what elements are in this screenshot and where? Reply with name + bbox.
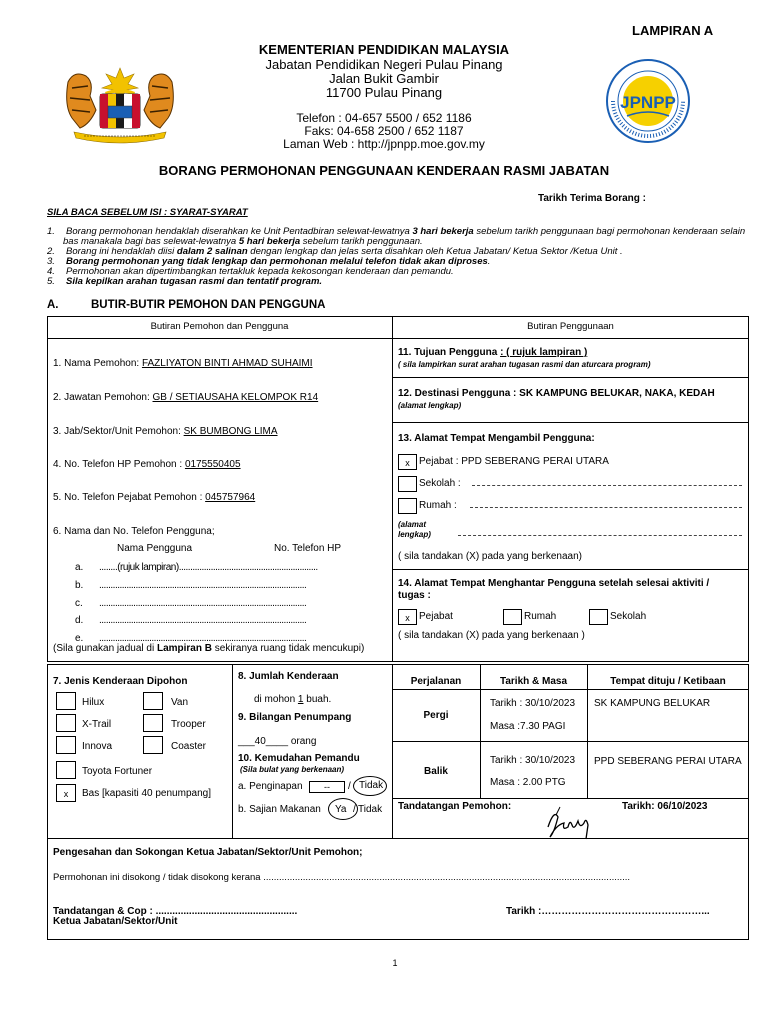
street-address: Jalan Bukit Gambir	[329, 71, 439, 86]
trip-go-place: SK KAMPUNG BELUKAR	[594, 698, 711, 709]
annex-label: LAMPIRAN A	[632, 23, 714, 38]
svg-text:JPNPP: JPNPP	[620, 93, 676, 112]
section-a-title: BUTIR-BUTIR PEMOHON DAN PENGGUNA	[91, 299, 326, 311]
pickup-label: 13. Alamat Tempat Mengambil Pengguna:	[398, 433, 595, 444]
vehicle-coaster-label: Coaster	[171, 741, 207, 752]
vehicle-hilux-checkbox[interactable]	[56, 692, 76, 710]
pickup-office-label: Pejabat : PPD SEBERANG PERAI UTARA	[419, 456, 609, 467]
dropoff-office-checkbox[interactable]: x	[398, 609, 417, 625]
dropoff-school-label: Sekolah	[610, 611, 647, 622]
users-note: (Sila gunakan jadual di Lampiran B sekiranya ruang tidak mencukupi)	[53, 643, 365, 654]
vehicle-bus-checkbox[interactable]: x	[56, 784, 76, 802]
users-col-phone: No. Telefon HP	[274, 543, 342, 554]
condition-item: 5. Sila kepilkan arahan tugasan rasmi dan tentatif program.	[47, 276, 323, 287]
dropoff-office-label: Pejabat	[419, 611, 453, 622]
vehicle-label: 7. Jenis Kenderaan Dipohon	[53, 676, 188, 687]
applicant-hp: 0175550405	[184, 459, 241, 470]
applicant-unit: SK BUMBONG LIMA	[183, 426, 278, 437]
ministry-name: KEMENTERIAN PENDIDIKAN MALAYSIA	[258, 42, 510, 57]
trip-back-place: PPD SEBERANG PERAI UTARA	[594, 756, 742, 767]
address-note-2: lengkap)	[398, 530, 431, 539]
applicant-signature-date: Tarikh: 06/10/2023	[622, 801, 708, 812]
meals-ya-option[interactable]: Ya	[335, 804, 347, 815]
user-row: d. ...........................................................................................	[75, 615, 307, 627]
lodging-tidak-option[interactable]: Tidak	[359, 780, 384, 791]
vehicle-bus-label: Bas [kapasiti 40 penumpang]	[82, 788, 211, 799]
destination-note: (alamat lengkap)	[398, 401, 462, 410]
applicant-hp-row: 4. No. Telefon HP Pemohon : 0175550405	[53, 459, 241, 470]
trip-back-time: Masa : 2.00 PTG	[490, 777, 566, 788]
facility-label: 10. Kemudahan Pemandu	[238, 753, 360, 764]
dropoff-label: 14. Alamat Tempat Menghantar Pengguna setelah selesai aktiviti /	[398, 578, 710, 589]
user-row: c. ...........................................................................................	[75, 597, 307, 609]
pickup-school-label: Sekolah :	[419, 478, 461, 489]
vehicle-van-label: Van	[171, 697, 189, 708]
left-column-header: Butiran Pemohon dan Pengguna	[150, 321, 289, 332]
applicant-office-phone: 045757964	[205, 492, 256, 503]
trip-go-time: Masa :7.30 PAGI	[490, 721, 566, 732]
vehicle-count-row: di mohon 1 buah.	[254, 694, 332, 705]
condition-item: 2. Borang ini hendaklah diisi dalam 2 salinan dengan lengkap dan jelas serta disahkan oleh Ketua Jabatan/ Ketua Sektor /Ketua Unit .	[47, 246, 623, 257]
passenger-label: 9. Bilangan Penumpang	[238, 712, 352, 723]
trip-back-label: Balik	[424, 766, 448, 777]
vehicle-innova-checkbox[interactable]	[56, 736, 76, 754]
purpose-row: 11. Tujuan Pengguna : ( rujuk lampiran )	[398, 347, 588, 358]
user-row: e. ...........................................................................................	[75, 633, 307, 645]
page-number: 1	[392, 958, 398, 968]
pickup-home-label: Rumah :	[419, 500, 457, 511]
form-title: BORANG PERMOHONAN PENGGUNAAN KENDERAAN RASMI JABATAN	[158, 163, 610, 178]
vehicle-hilux-label: Hilux	[82, 697, 105, 708]
dropoff-home-checkbox[interactable]	[503, 609, 522, 625]
endorse-head-label: Ketua Jabatan/Sektor/Unit	[53, 916, 178, 927]
endorse-title: Pengesahan dan Sokongan Ketua Jabatan/Sektor/Unit Pemohon;	[53, 847, 363, 858]
dropoff-home-label: Rumah	[524, 611, 557, 622]
applicant-post-row: 2. Jawatan Pemohon: GB / SETIAUSAHA KELOMPOK R14	[53, 392, 319, 403]
users-list	[75, 559, 318, 648]
condition-item: 3. Borang permohonan yang tidak lengkap dan permohonan melalui telefon tidak akan diproses.	[47, 256, 491, 267]
pickup-home-checkbox[interactable]	[398, 498, 417, 514]
endorse-sign-line: Tandatangan & Cop : ...................................................	[53, 906, 298, 917]
condition-item: 4. Permohonan akan dipertimbangkan tertakluk kepada kekosongan kenderaan dan pemandu.	[47, 266, 454, 277]
user-row: a. ........(rujuk lampiran).............................................................	[75, 562, 318, 573]
vehicle-fortuner-checkbox[interactable]	[56, 761, 76, 779]
jpnpp-logo	[605, 58, 691, 144]
condition-item: bas manakala bagi bas selewat-lewatnya 5 hari bekerja sebelum tarikh penggunaan.	[63, 236, 423, 247]
section-a-letter: A.	[47, 299, 59, 311]
applicant-name: FAZLIYATON BINTI AHMAD SUHAIMI	[141, 358, 313, 369]
website-line: Laman Web : http://jpnpp.moe.gov.my	[283, 137, 485, 151]
endorse-date-line: Tarikh :…………………………………………...	[506, 906, 710, 917]
lodging-separator: /	[348, 781, 351, 792]
purpose-note: ( sila lampirkan surat arahan tugasan rasmi dan aturcara program)	[398, 360, 651, 369]
vehicle-fortuner-label: Toyota Fortuner	[82, 766, 153, 777]
applicant-name-row: 1. Nama Pemohon: FAZLIYATON BINTI AHMAD SUHAIMI	[53, 358, 313, 369]
dropoff-label-2: tugas :	[398, 590, 431, 601]
trip-go-label: Pergi	[423, 710, 449, 721]
vehicle-van-checkbox[interactable]	[143, 692, 163, 710]
department-name: Jabatan Pendidikan Negeri Pulau Pinang	[265, 57, 503, 72]
destination-row: 12. Destinasi Pengguna : SK KAMPUNG BELUKAR, NAKA, KEDAH	[398, 388, 715, 399]
meals-label: b. Sajian Makanan	[238, 804, 321, 815]
meals-tidak-option[interactable]: Tidak	[358, 804, 383, 815]
applicant-signature	[542, 803, 598, 841]
facility-note: (Sila bulat yang berkenaan)	[240, 765, 345, 774]
vehicle-xtrail-checkbox[interactable]	[56, 714, 76, 732]
pickup-tick-note: ( sila tandakan (X) pada yang berkenaan)	[398, 551, 583, 562]
dropoff-school-checkbox[interactable]	[589, 609, 608, 625]
read-first-heading: SILA BACA SEBELUM ISI : SYARAT-SYARAT	[47, 207, 248, 218]
postcode-address: 11700 Pulau Pinang	[325, 85, 443, 100]
conditions-list	[47, 227, 747, 287]
applicant-signature-label: Tandatangan Pemohon:	[398, 801, 512, 812]
lodging-ya-option[interactable]: --	[309, 781, 345, 793]
vehicle-trooper-label: Trooper	[171, 719, 206, 730]
trip-back-date: Tarikh : 30/10/2023	[490, 755, 576, 766]
applicant-unit-row: 3. Jab/Sektor/Unit Pemohon: SK BUMBONG LIMA	[53, 426, 278, 437]
vehicle-count-label: 8. Jumlah Kenderaan	[238, 671, 339, 682]
vehicle-coaster-checkbox[interactable]	[143, 736, 163, 754]
user-row: b. ...........................................................................................	[75, 579, 307, 591]
passenger-count: ___40____ orang	[238, 736, 317, 747]
trip-go-date: Tarikh : 30/10/2023	[490, 698, 576, 709]
pickup-office-checkbox[interactable]: x	[398, 454, 417, 470]
vehicle-trooper-checkbox[interactable]	[143, 714, 163, 732]
trip-col-place: Tempat dituju / Ketibaan	[610, 676, 726, 687]
applicant-office-phone-row: 5. No. Telefon Pejabat Pemohon : 045757964	[53, 492, 256, 503]
right-column-header: Butiran Penggunaan	[527, 321, 614, 332]
endorse-reason-line[interactable]: Permohonan ini disokong / tidak disokong kerana ...........................................................................................................................................	[53, 872, 631, 883]
pickup-school-checkbox[interactable]	[398, 476, 417, 492]
applicant-post: GB / SETIAUSAHA KELOMPOK R14	[152, 392, 319, 403]
vehicle-innova-label: Innova	[82, 741, 113, 752]
received-date-label: Tarikh Terima Borang :	[538, 193, 646, 204]
vehicle-xtrail-label: X-Trail	[82, 719, 112, 730]
vehicle-count-value: 1	[297, 694, 304, 705]
lodging-label: a. Penginapan	[238, 781, 303, 792]
address-note-1: (alamat	[398, 520, 427, 529]
users-label: 6. Nama dan No. Telefon Pengguna;	[53, 526, 215, 537]
users-col-name: Nama Pengguna	[117, 543, 193, 554]
dropoff-tick-note: ( sila tandakan (X) pada yang berkenaan )	[398, 630, 585, 641]
fax-line: Faks: 04-658 2500 / 652 1187	[304, 124, 464, 138]
trip-col-journey: Perjalanan	[410, 676, 462, 687]
condition-item: 1. Borang permohonan hendaklah diserahkan ke Unit Pentadbiran selewat-lewatnya 3 hari bekerja sebelum tarikh penggunaan bagi permohonan kenderaan selain	[47, 226, 746, 237]
trip-col-datetime: Tarikh & Masa	[499, 676, 568, 687]
phone-line: Telefon : 04-657 5500 / 652 1186	[296, 111, 472, 125]
meals-separator: /	[353, 804, 356, 815]
